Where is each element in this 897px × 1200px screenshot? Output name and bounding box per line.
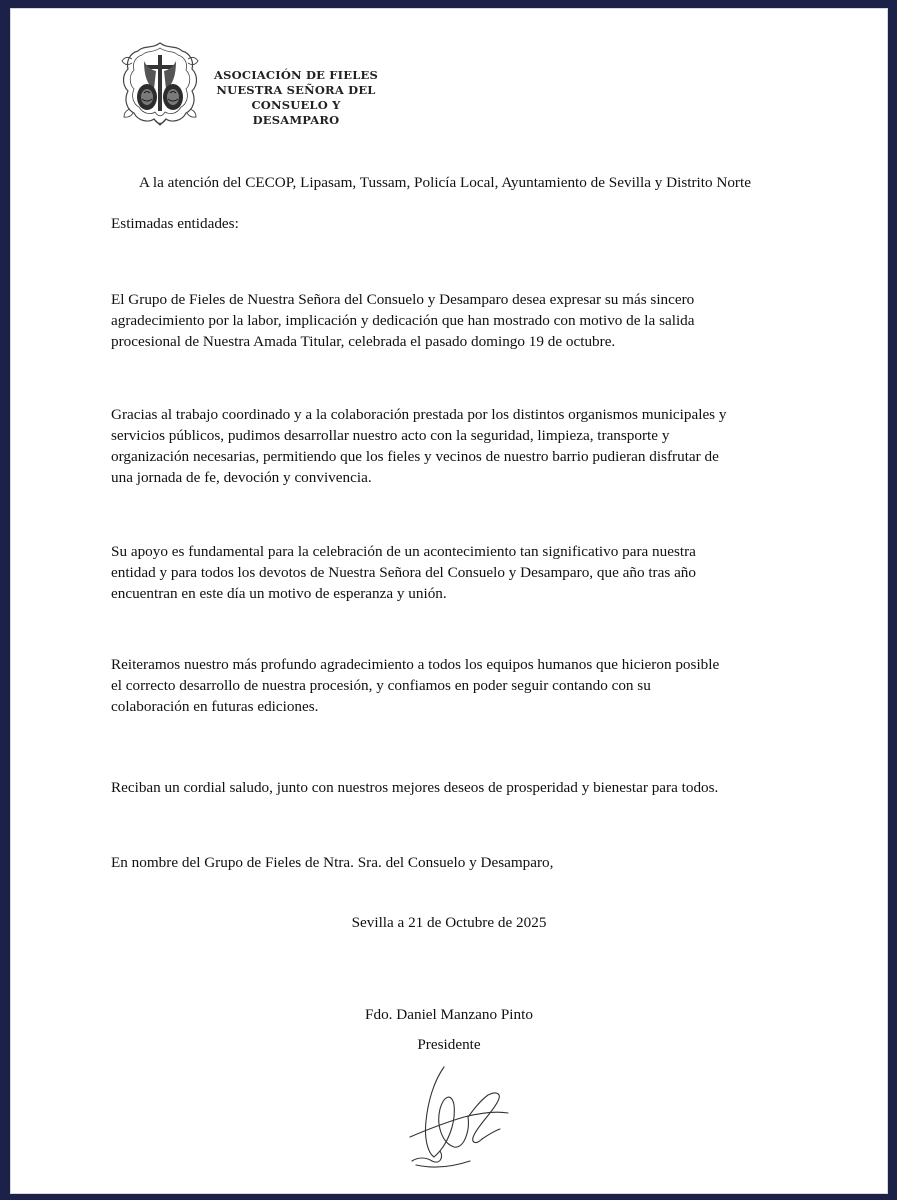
salutation: Estimadas entidades: [111,215,239,232]
text-line: servicios públicos, pudimos desarrollar nuestro acto con la seguridad, limpieza, transporte y [111,427,670,444]
text-line: el correcto desarrollo de nuestra procesión, y confiamos en poder seguir contando con su [111,677,651,694]
on-behalf-line: En nombre del Grupo de Fieles de Ntra. Sra. del Consuelo y Desamparo, [111,854,554,871]
org-name-line: CONSUELO Y DESAMPARO [251,98,341,127]
signatory-role: Presidente [417,1036,481,1053]
text-line: procesional de Nuestra Amada Titular, celebrada el pasado domingo 19 de octubre. [111,333,616,350]
signatory-name: Fdo. Daniel Manzano Pinto [365,1006,533,1023]
text-line: encuentran en este día un motivo de esperanza y unión. [111,585,447,602]
org-name-line: ASOCIACIÓN DE FIELES [214,68,378,82]
place-date: Sevilla a 21 de Octubre de 2025 [351,914,547,931]
recipients-line: A la atención del CECOP, Lipasam, Tussam, Policía Local, Ayuntamiento de Sevilla y Distrito Norte [139,174,751,191]
paragraph-1 [111,289,695,352]
text-line: Gracias al trabajo coordinado y a la colaboración prestada por los distintos organismos municipales y [111,406,727,423]
text-line: Su apoyo es fundamental para la celebración de un acontecimiento tan significativo para nuestra [111,543,696,560]
letter-page [10,8,888,1194]
paragraph-2 [111,404,727,488]
paragraph-4 [111,654,719,717]
text-line: organización necesarias, permitiendo que los fieles y vecinos de nuestro barrio pudieran disfrutar de [111,448,719,465]
text-line: colaboración en futuras ediciones. [111,698,319,715]
text-line: entidad y para todos los devotos de Nuestra Señora del Consuelo y Desamparo, que año tras año [111,564,696,581]
text-line: Reiteramos nuestro más profundo agradecimiento a todos los equipos humanos que hicieron posible [111,656,720,673]
paragraph-3 [111,541,696,604]
handwritten-signature-icon [404,1061,524,1171]
text-line: El Grupo de Fieles de Nuestra Señora del Consuelo y Desamparo desea expresar su más sincero [111,291,695,308]
closing-line: Reciban un cordial saludo, junto con nuestros mejores deseos de prosperidad y bienestar para todos. [111,779,719,796]
brotherhood-crest-icon [114,39,206,131]
text-line: agradecimiento por la labor, implicación y dedicación que han mostrado con motivo de la salida [111,312,695,329]
org-name-line: NUESTRA SEÑORA DEL [216,83,376,97]
text-line: una jornada de fe, devoción y convivencia. [111,469,372,486]
organization-name [206,68,386,128]
